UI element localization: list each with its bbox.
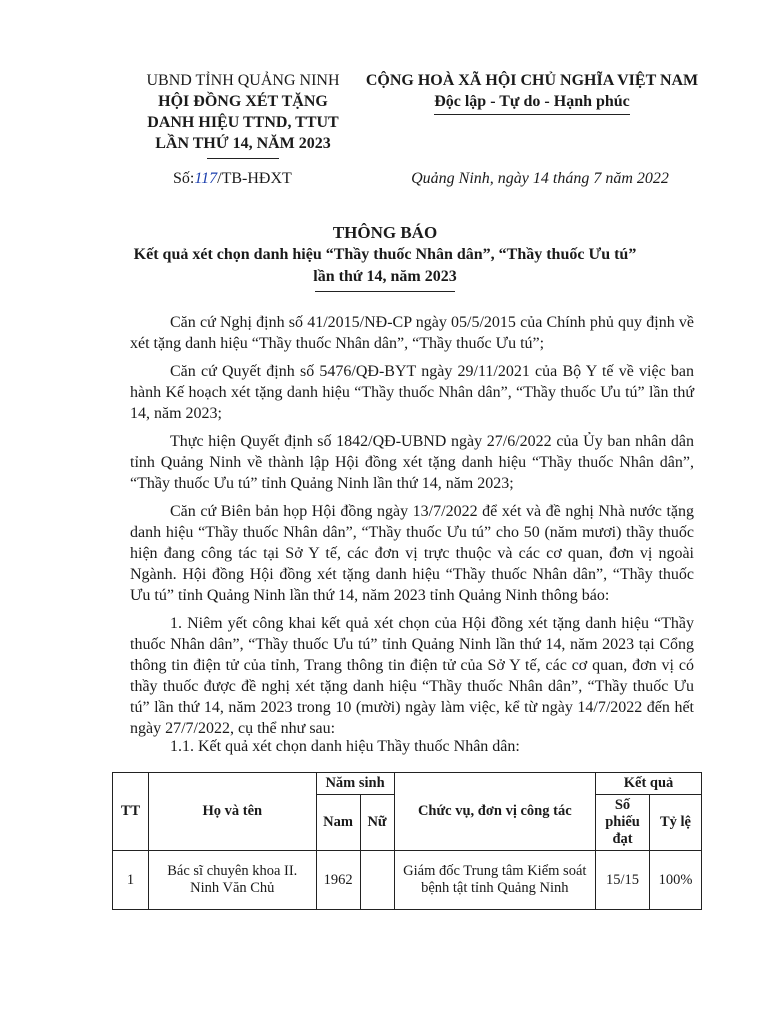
header-female: Nữ (360, 795, 394, 851)
paragraph: Căn cứ Biên bản họp Hội đồng ngày 13/7/2022 để xét và đề nghị Nhà nước tặng danh hiệu “Thầy thuốc Nhân dân”, “Thầy thuốc Ưu tú” cho 50 (năm mươi) thầy thuốc hiện đang công tác tại Sở Y tế, các đơn vị trực thuộc và các cơ quan, đơn vị ngoài Ngành. Hội đồng Hội đồng xét tặng danh hiệu “Thầy thuốc Nhân dân”, “Thầy thuốc Ưu tú” tỉnh Quảng Ninh lần thứ 14, năm 2023 tỉnh Quảng Ninh thông báo: (130, 503, 694, 604)
table-row (113, 851, 702, 910)
paragraph: Căn cứ Quyết định số 5476/QĐ-BYT ngày 29/11/2021 của Bộ Y tế về việc ban hành Kế hoạch xét tặng danh hiệu “Thầy thuốc Nhân dân”, “Thầy thuốc Ưu tú” lần thứ 14, năm 2023; (130, 363, 694, 422)
header-tt: TT (113, 773, 149, 851)
country-name: CỘNG HOÀ XÃ HỘI CHỦ NGHĨA VIỆT NAM (365, 72, 699, 89)
document-number (173, 170, 292, 188)
issuing-authority-block (138, 70, 348, 159)
place-and-date: Quảng Ninh, ngày 14 tháng 7 năm 2022 (411, 170, 669, 187)
doc-number-handwritten: 117 (194, 170, 218, 187)
council-name-line-3: LẦN THỨ 14, NĂM 2023 (155, 135, 331, 152)
title-divider (315, 291, 455, 292)
document-subtitle-line-1: Kết quả xét chọn danh hiệu “Thầy thuốc Nhân dân”, “Thầy thuốc Ưu tú” (133, 246, 637, 263)
cell-tt: 1 (113, 851, 149, 910)
national-motto: Độc lập - Tự do - Hạnh phúc (434, 91, 630, 115)
cell-female-birth-year (360, 851, 394, 910)
document-body (130, 312, 694, 746)
cell-position: Giám đốc Trung tâm Kiểm soát bệnh tật tỉnh Quảng Ninh (394, 851, 596, 910)
document-title: THÔNG BÁO (332, 223, 438, 242)
section-1-1-heading: 1.1. Kết quả xét chọn danh hiệu Thầy thuốc Nhân dân: (170, 738, 520, 755)
issuing-org: UBND TỈNH QUẢNG NINH (146, 72, 340, 89)
national-header-block (362, 70, 702, 115)
header-result: Kết quả (596, 773, 702, 795)
council-name-line-2: DANH HIỆU TTND, TTUT (147, 114, 339, 131)
cell-name: Bác sĩ chuyên khoa II. Ninh Văn Chủ (148, 851, 316, 910)
doc-number-prefix: Số: (173, 170, 195, 187)
cell-male-birth-year: 1962 (316, 851, 360, 910)
header-position: Chức vụ, đơn vị công tác (394, 773, 596, 851)
header-left-divider (207, 158, 279, 159)
results-table (112, 772, 702, 910)
table-header-row (113, 773, 702, 795)
cell-ratio: 100% (650, 851, 702, 910)
paragraph: Thực hiện Quyết định số 1842/QĐ-UBND ngày 27/6/2022 của Ủy ban nhân dân tỉnh Quảng Ninh về thành lập Hội đồng xét tặng danh hiệu “Thầy thuốc Nhân dân”, “Thầy thuốc Ưu tú” tỉnh Quảng Ninh lần thứ 14, năm 2023; (130, 433, 694, 492)
header-male: Nam (316, 795, 360, 851)
header-votes: Số phiếu đạt (596, 795, 650, 851)
council-name-line-1: HỘI ĐỒNG XÉT TẶNG (158, 93, 328, 110)
paragraph: 1. Niêm yết công khai kết quả xét chọn của Hội đồng xét tặng danh hiệu “Thầy thuốc Nhân dân”, “Thầy thuốc Ưu tú” tỉnh Quảng Ninh lần thứ 14, năm 2023 tại Cổng thông tin điện tử của tỉnh, Trang thông tin điện tử của Sở Y tế, các cơ quan, đơn vị có thầy thuốc được đề nghị xét tặng danh hiệu “Thầy thuốc Nhân dân”, “Thầy thuốc Ưu tú” lần thứ 14, năm 2023 trong 10 (mười) ngày làm việc, kể từ ngày 14/7/2022 đến hết ngày 27/7/2022, cụ thể như sau: (130, 615, 694, 737)
document-title-block (60, 222, 710, 292)
header-name: Họ và tên (148, 773, 316, 851)
header-birth-year: Năm sinh (316, 773, 394, 795)
doc-number-suffix: /TB-HĐXT (217, 170, 292, 187)
paragraph: Căn cứ Nghị định số 41/2015/NĐ-CP ngày 05/5/2015 của Chính phủ quy định về xét tặng danh hiệu “Thầy thuốc Nhân dân”, “Thầy thuốc Ưu tú”; (130, 314, 694, 352)
cell-votes: 15/15 (596, 851, 650, 910)
document-subtitle-line-2: lần thứ 14, năm 2023 (313, 268, 457, 285)
header-ratio: Tỷ lệ (650, 795, 702, 851)
